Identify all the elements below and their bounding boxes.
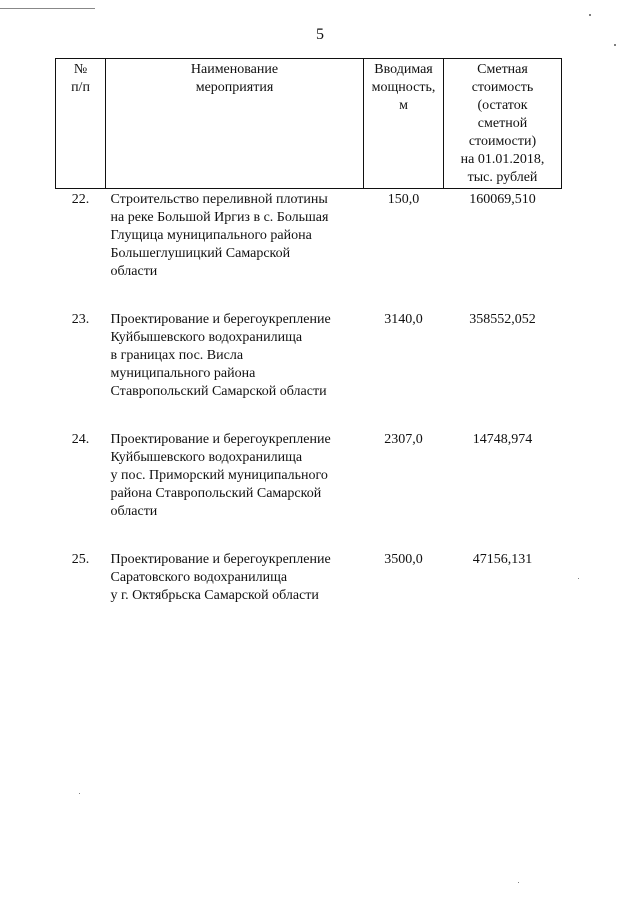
- measure-name-line: Куйбышевского водохранилища: [110, 450, 303, 465]
- row-number: 23.: [71, 312, 90, 327]
- measure-name-line: у г. Октябрьска Самарской области: [110, 588, 319, 603]
- table-row: [56, 431, 562, 551]
- measure-name-line: Куйбышевского водохранилища: [110, 330, 303, 345]
- header-estimated-cost: Сметная стоимость (остаток сметной стоимости) на 01.01.2018, тыс. рублей: [444, 59, 562, 189]
- row-estimated-cost: 14748,974: [472, 432, 533, 447]
- header-measure-name: Наименование мероприятия: [106, 59, 364, 189]
- header-capacity: Вводимая мощность, м: [364, 59, 444, 189]
- row-capacity: 150,0: [387, 192, 420, 207]
- row-measure-name: [106, 189, 364, 312]
- measure-name-line: в границах пос. Висла: [110, 348, 244, 363]
- scan-speck: [589, 14, 591, 16]
- measure-name-line: Ставропольский Самарской области: [110, 384, 327, 399]
- row-capacity: 2307,0: [384, 432, 423, 447]
- measure-name-line: Большеглушицкий Самарской: [110, 246, 291, 261]
- header-row: [56, 59, 562, 189]
- row-estimated-cost: 47156,131: [472, 552, 533, 567]
- header-number: № п/п: [56, 59, 106, 189]
- measure-name-line: области: [110, 504, 158, 519]
- measure-name-line: Проектирование и берегоукрепление: [110, 312, 331, 327]
- scan-speck: [518, 882, 519, 883]
- measure-name-line: района Ставропольский Самарской: [110, 486, 322, 501]
- row-capacity: 3140,0: [384, 312, 423, 327]
- row-number: 22.: [71, 192, 90, 207]
- measure-name-line: муниципального района: [110, 366, 256, 381]
- table-row: [56, 189, 562, 312]
- row-measure-name: [106, 311, 364, 431]
- row-estimated-cost: 160069,510: [469, 192, 536, 207]
- measure-name-line: Проектирование и берегоукрепление: [110, 432, 331, 447]
- measure-name-line: Строительство переливной плотины: [110, 192, 328, 207]
- measure-name-line: Глущица муниципального района: [110, 228, 312, 243]
- measure-name-line: Саратовского водохранилища: [110, 570, 288, 585]
- page-number: 5: [316, 26, 324, 43]
- scan-edge-mark: [0, 8, 95, 9]
- table-row: [56, 311, 562, 431]
- table-header: [56, 59, 562, 189]
- scan-speck: [614, 44, 616, 46]
- measure-name-line: у пос. Приморский муниципального: [110, 468, 328, 483]
- row-capacity: 3500,0: [384, 552, 423, 567]
- table-row: [56, 551, 562, 635]
- measure-name-line: на реке Большой Иргиз в с. Большая: [110, 210, 329, 225]
- row-measure-name: [106, 551, 364, 635]
- measure-name-line: области: [110, 264, 158, 279]
- measures-table: [55, 58, 562, 635]
- row-number: 25.: [71, 552, 90, 567]
- scan-speck: [578, 578, 579, 579]
- row-number: 24.: [71, 432, 90, 447]
- scan-speck: [79, 793, 80, 794]
- measure-name-line: Проектирование и берегоукрепление: [110, 552, 331, 567]
- row-estimated-cost: 358552,052: [469, 312, 536, 327]
- table-body: [56, 189, 562, 636]
- row-measure-name: [106, 431, 364, 551]
